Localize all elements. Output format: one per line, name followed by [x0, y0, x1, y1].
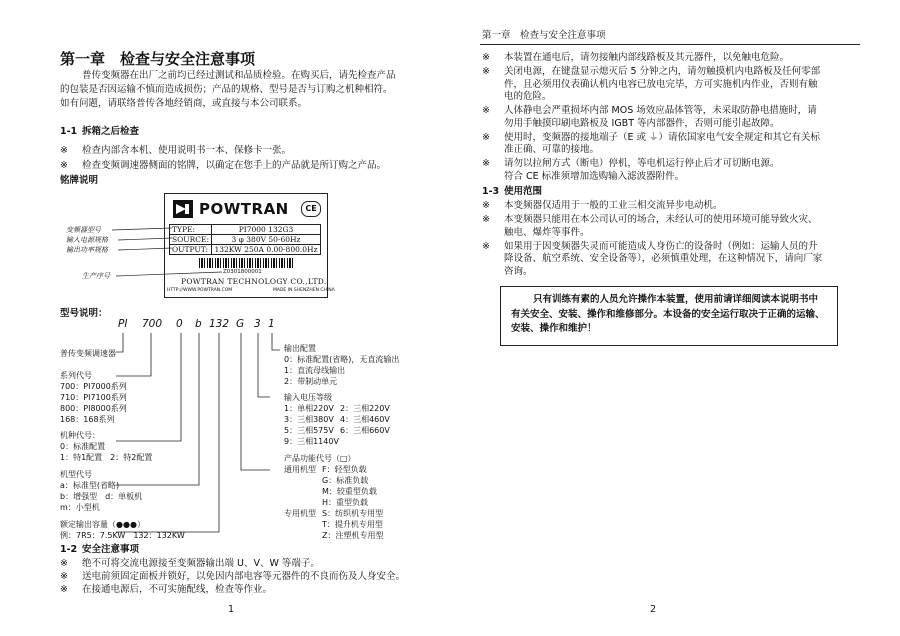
config-item: 1：特1配置 2：特2配置 [60, 453, 153, 462]
list-item-text [504, 105, 817, 130]
output-value: 132KW 250A 0.00-800.0Hz [212, 245, 321, 255]
list-item-text [504, 214, 818, 239]
warning-text: 只有训练有素的人员允许操作本装置，使用前请详细阅读本说明书中有关安全、安装、操作和维修部分。本设备的安全运行取决于正确的运输、安装、操作和维护！ [511, 294, 825, 334]
source-value: 3 φ 380V 50-60Hz [212, 235, 321, 245]
website: HTTP://WWW.POWTRAN.COM [167, 288, 233, 293]
list-item-line: 符合 CE 标准须增加选购输入滤波器附件。 [504, 170, 685, 182]
list-item-line: 咨询。 [504, 265, 533, 277]
output-config-item: 0：标准配置(省略)，无直流输出 [284, 355, 400, 364]
list-item-text [504, 158, 780, 183]
list-item-line: 件，且必须用仪表确认机内电容已放电完毕，方可实施机内作业，否则有触 [504, 78, 818, 90]
special-type-item: S：纺织机专用型 [322, 509, 384, 518]
page-number: 1 [228, 604, 235, 615]
intro-line-1: 普传变频器在出厂之前均已经过测试和品质检验。在购买后，请先检查产品 [82, 70, 396, 81]
voltage-item: 4：三相460V [340, 415, 390, 424]
brand-name: POWTRAN [199, 200, 289, 218]
list-item-line: 电的危险。 [504, 91, 552, 102]
special-type-item: Z：注塑机专用型 [322, 531, 384, 540]
output-label: OUTPUT: [170, 245, 212, 255]
note-mark: ※ [482, 214, 490, 225]
list-item-line: 降设备、航空系统、安全设备等），必须慎重处理，在这种情况下，请向厂家 [504, 253, 823, 264]
general-type-label: 通用机型 [284, 465, 316, 474]
voltage-title: 输入电压等级 [284, 393, 332, 402]
note-mark: ※ [482, 200, 490, 211]
plate-label-input: 输入电源规格 [66, 236, 108, 244]
note-mark: ※ [482, 131, 490, 143]
note-mark: ※ [60, 145, 68, 156]
model-code-output: 1 [268, 318, 275, 330]
section-1-2-title: 安全注意事项 [82, 544, 140, 555]
list-item-line: 本变频器只能用在本公司认可的场合，未经认可的使用环境可能导致火灾、 [504, 214, 818, 225]
plate-label-output: 输出功率规格 [66, 246, 108, 254]
section-1-3-number: 1-3 [482, 186, 500, 197]
running-header: 第一章 检查与安全注意事项 [482, 30, 606, 41]
type-title: 机型代号 [60, 470, 92, 479]
type-label: TYPE: [170, 225, 212, 235]
header-rule [480, 44, 860, 45]
list-item-text [504, 52, 789, 65]
section-1-2-number: 1-2 [60, 544, 78, 555]
general-type-item: F：轻型负载 [322, 465, 367, 474]
series-item: 710：PI7100系列 [60, 393, 127, 402]
series-item: 168：168系列 [60, 415, 115, 424]
list-item-text [504, 241, 822, 279]
voltage-item: 3：三相380V [284, 415, 334, 424]
list-item-line: 勿用手触摸印刷电路板及 IGBT 等内部器件，否则可能引起故障。 [504, 117, 780, 129]
list-item-line: 人体静电会严重损坏内部 MOS 场效应晶体管等，未采取防静电措施时，请 [504, 105, 817, 116]
section-1-1-number: 1-1 [60, 126, 78, 137]
config-item: 0：标准配置 [60, 442, 106, 451]
intro-line-3: 如有问题，请联络普传各地经销商，或直接与本公司联系。 [60, 98, 308, 109]
model-code-series: 700 [142, 318, 163, 330]
note-mark: ※ [482, 158, 490, 169]
section-1-3-title: 使用范围 [504, 186, 543, 197]
model-code-voltage: 3 [254, 318, 261, 330]
voltage-item: 6：三相660V [340, 426, 390, 435]
list-item-line: 准正确、可靠的接地。 [504, 144, 600, 155]
intro-line-2: 的包装是否因运输不慎而造成损伤；产品的规格、型号是否与订购之机种相符。 [60, 84, 393, 95]
special-type-item: T：提升机专用型 [322, 520, 383, 529]
note-mark: ※ [60, 571, 68, 582]
note-mark: ※ [60, 160, 68, 171]
note-mark: ※ [60, 584, 68, 595]
series-item: 700：PI7000系列 [60, 382, 127, 391]
note-mark: ※ [482, 240, 490, 252]
list-item-text: 检查内部含本机、使用说明书一本、保修卡一张。 [82, 145, 292, 156]
voltage-item: 9：三相1140V [284, 437, 339, 446]
list-item-line: 请勿以拉闸方式（断电）停机，等电机运行停止后才可切断电源。 [504, 158, 780, 169]
config-title: 机种代号： [60, 431, 100, 440]
serial-number: Z0301800001 [223, 269, 262, 275]
general-type-item: M：较重型负载 [322, 487, 377, 496]
output-config-title: 输出配置 [284, 344, 316, 353]
plate-label-model: 变频器型号 [66, 226, 101, 234]
list-item-text: 在接通电源后，不可实施配线，检查等作业。 [82, 584, 273, 595]
list-item-line: 触电、爆炸等事件。 [504, 226, 590, 238]
list-item-line: 关闭电源，在键盘显示熄灭后 5 分钟之内，请勿触摸机内电路板及任何零部 [504, 66, 821, 77]
voltage-item: 1：单相220V [284, 404, 334, 413]
model-heading: 型号说明： [60, 308, 108, 319]
list-item-line: 如果用于因变频器失灵而可能造成人身伤亡的设备时（例如：运输人员的升 [504, 240, 818, 252]
voltage-item: 2：三相220V [340, 404, 390, 413]
list-item-line: 本装置在通电后，请勿接触内部线路板及其元器件，以免触电危险。 [504, 52, 790, 63]
list-item-line: 本变频器仅适用于一般的工业三相交流异步电动机。 [504, 200, 723, 211]
special-type-label: 专用机型 [284, 509, 316, 518]
note-mark: ※ [482, 66, 490, 77]
general-type-item: G：标准负载 [322, 476, 369, 485]
note-mark: ※ [482, 52, 490, 63]
ce-mark: CE [301, 201, 321, 217]
series-title: 系列代号 [60, 371, 92, 380]
list-item-text [504, 66, 820, 104]
chapter-title: 第一章 检查与安全注意事项 [60, 50, 256, 68]
list-item-text [504, 200, 723, 213]
note-mark: ※ [482, 105, 490, 116]
type-item: b：增强型 d：单板机 [60, 492, 143, 501]
series-item: 800：PI8000系列 [60, 404, 127, 413]
source-label: SOURCE: [170, 235, 212, 245]
type-value: PI7000 132G3 [212, 225, 321, 235]
capacity-example: 例：7R5：7.5KW 132：132KW [60, 531, 185, 540]
list-item-text: 检查变频调速器侧面的铭牌，以确定在您手上的产品就是所订购之产品。 [82, 160, 387, 171]
nameplate-heading: 铭牌说明 [60, 175, 99, 186]
company-name: POWTRAN TECHNOLOGY CO.,LTD. [181, 277, 327, 286]
model-code-type: b [195, 318, 202, 330]
output-config-item: 1：直流母线输出 [284, 366, 346, 375]
output-config-item: 2：带制动单元 [284, 377, 338, 386]
general-type-item: H：重型负载 [322, 498, 369, 507]
section-1-1-title: 拆箱之后检查 [82, 126, 140, 137]
model-desc-brand: 普传变频调速器 [60, 349, 116, 358]
list-item-text: 绝不可将交流电源接至变频器输出端 U、V、W 等端子。 [82, 558, 320, 569]
plate-label-serial: 生产序号 [82, 272, 110, 280]
list-item-text [504, 132, 820, 157]
type-item: a：标准型(省略) [60, 481, 120, 490]
model-code-config: 0 [176, 318, 183, 330]
type-item: m：小型机 [60, 503, 100, 512]
model-code-function: G [236, 318, 245, 330]
function-title: 产品功能代号（□） [284, 454, 356, 463]
note-mark: ※ [60, 558, 68, 569]
voltage-item: 5：三相575V [284, 426, 334, 435]
page-number: 2 [650, 604, 657, 615]
made-in: MADE IN SHENZHEN CHINA [273, 288, 335, 293]
model-code-pi: PI [118, 318, 128, 330]
warning-box [500, 286, 838, 346]
list-item-text: 送电前须固定面板并锁好，以免因内部电容等元器件的不良而伤及人身安全。 [82, 571, 406, 582]
list-item-line: 使用时，变频器的接地端子（E 或 ⏚）请依国家电气安全规定和其它有关标 [504, 131, 821, 143]
model-code-capacity: 132 [209, 318, 230, 330]
capacity-title: 额定输出容量（●●●） [60, 520, 145, 529]
